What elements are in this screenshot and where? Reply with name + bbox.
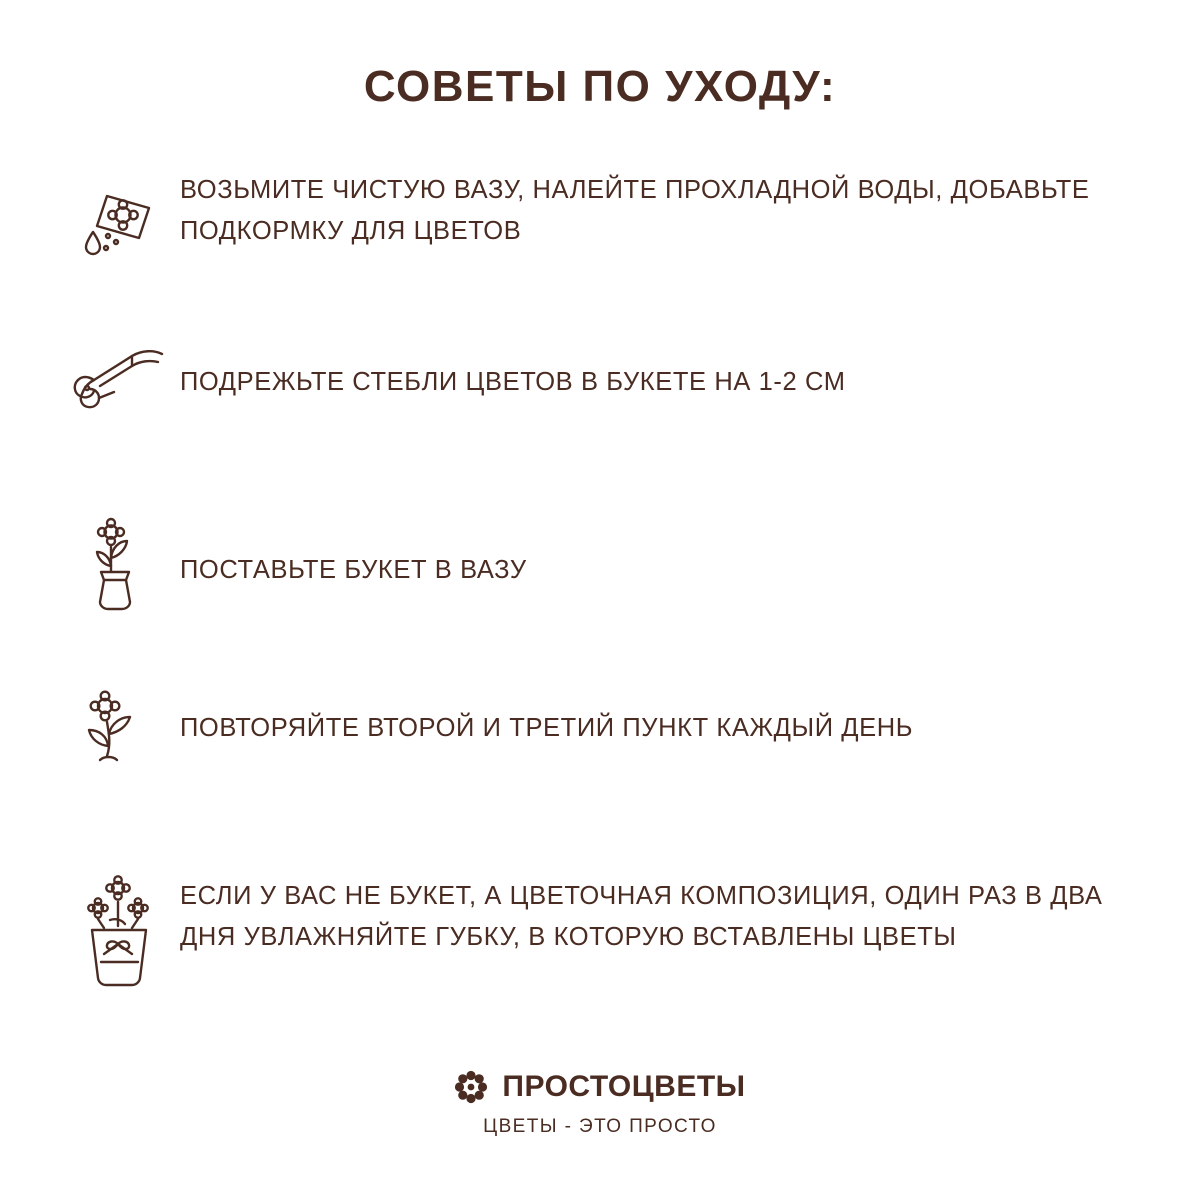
tips-list xyxy=(0,170,1200,1200)
tip-text: ПОСТАВЬТЕ БУКЕТ В ВАЗУ xyxy=(180,556,527,584)
brand-name: ПРОСТОЦВЕТЫ xyxy=(502,1070,746,1103)
footer xyxy=(0,1070,1200,1138)
tip-text: ЕСЛИ У ВАС НЕ БУКЕТ, А ЦВЕТОЧНАЯ КОМПОЗИЦИЯ, ОДИН РАЗ В ДВА ДНЯ УВЛАЖНЯЙТЕ ГУБКУ, В КОТОРУЮ ВСТАВЛЕНЫ ЦВЕТЫ xyxy=(180,882,1103,952)
flower-logo-icon xyxy=(454,1070,488,1104)
tip-text: ПОВТОРЯЙТЕ ВТОРОЙ И ТРЕТИЙ ПУНКТ КАЖДЫЙ ДЕНЬ xyxy=(180,714,914,742)
list-item xyxy=(60,170,1140,298)
flower-basket-icon xyxy=(60,858,180,992)
pruning-shears-icon xyxy=(60,340,180,420)
brand-logo xyxy=(454,1070,745,1104)
tip-text: ВОЗЬМИТЕ ЧИСТУЮ ВАЗУ, НАЛЕЙТЕ ПРОХЛАДНОЙ ВОДЫ, ДОБАВЬТЕ ПОДКОРМКУ ДЛЯ ЦВЕТОВ xyxy=(180,176,1090,246)
list-item xyxy=(60,686,1140,814)
brand-tagline: ЦВЕТЫ - ЭТО ПРОСТО xyxy=(483,1116,717,1137)
list-item xyxy=(60,340,1140,468)
flower-in-vase-icon xyxy=(60,516,180,616)
flower-food-packet-icon xyxy=(60,170,180,266)
list-item xyxy=(60,858,1140,992)
page-title: СОВЕТЫ ПО УХОДУ: xyxy=(363,62,837,111)
list-item xyxy=(60,516,1140,644)
tip-text: ПОДРЕЖЬТЕ СТЕБЛИ ЦВЕТОВ В БУКЕТЕ НА 1-2 СМ xyxy=(180,368,846,396)
flower-stem-icon xyxy=(60,686,180,776)
